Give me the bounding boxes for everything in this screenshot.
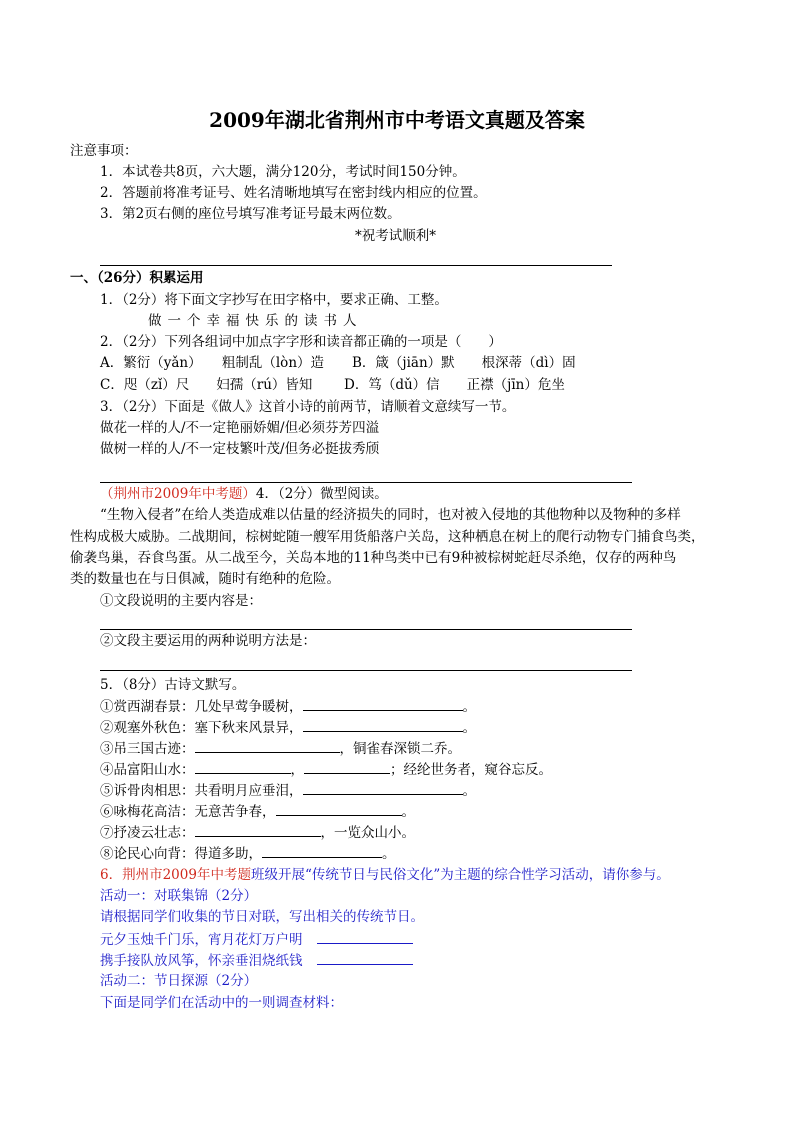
q2-option-d: D．笃（dǔ）信 正襟（jīn）危坐 xyxy=(344,377,565,393)
q2-option-b: B．箴（jiān）默 根深蒂（dì）固 xyxy=(352,355,576,371)
q6-source: 6．荆州市2009年中考题 xyxy=(100,867,251,883)
answer-blank[interactable] xyxy=(276,801,402,816)
q5-item-6: ⑥咏梅花高洁：无意苦争春， 。 xyxy=(100,801,415,822)
notice-item-1: 1．本试卷共8页，六大题，满分120分，考试时间150分钟。 xyxy=(100,164,466,180)
q4-passage-line-1: “生物入侵者”在给人类造成难以估量的经济损失的同时，也对被入侵地的其他物种以及物种的多样 xyxy=(100,507,681,523)
q6-activity-2: 活动二：节日探源（2分） xyxy=(100,973,258,989)
q5-item-3: ③吊三国古迹： ，铜雀春深锁二乔。 xyxy=(100,738,461,759)
q6-couplet-1: 元夕玉烛千门乐，宵月花灯万户明 xyxy=(100,929,413,950)
exam-wish: *祝考试顺利* xyxy=(355,228,436,244)
answer-blank[interactable] xyxy=(304,759,390,774)
q5-item-1: ①赏西湖春景：几处早莺争暖树， 。 xyxy=(100,696,476,717)
q4-stem: 4．（2分）微型阅读。 xyxy=(255,486,388,502)
notice-item-3: 3．第2页右侧的座位号填写准考证号最末两位数。 xyxy=(100,206,401,222)
q4-answer-line-2[interactable] xyxy=(100,670,632,671)
q5-item-8: ⑧论民心向背：得道多助， 。 xyxy=(100,843,396,864)
q6-stem-line xyxy=(100,865,670,885)
answer-blank[interactable] xyxy=(303,780,463,795)
q1-copy-text: 做一个幸福快乐的读书人 xyxy=(148,313,363,329)
q6-stem: 班级开展“传统节日与民俗文化”为主题的综合性学习活动，请你参与。 xyxy=(250,867,670,883)
answer-blank[interactable] xyxy=(303,696,463,711)
q2-option-a: A．繁衍（yǎn） 粗制乱（lòn）造 xyxy=(100,355,325,371)
notice-heading: 注意事项： xyxy=(70,143,138,159)
page-title: 2009年湖北省荆州市中考语文真题及答案 xyxy=(209,108,585,132)
q4-sub-question-2: ②文段主要运用的两种说明方法是： xyxy=(100,633,316,649)
notice-item-2: 2．答题前将准考证号、姓名清晰地填写在密封线内相应的位置。 xyxy=(100,185,487,201)
q4-answer-line-1[interactable] xyxy=(100,629,632,630)
q5-item-2: ②观塞外秋色：塞下秋来风景异， 。 xyxy=(100,717,476,738)
q2-stem: 2．（2分）下列各组词中加点字字形和读音都正确的一项是（ ） xyxy=(100,334,502,350)
q5-stem: 5．（8分）古诗文默写。 xyxy=(100,677,246,693)
q4-passage-line-2: 性构成极大威胁。二战期间，棕树蛇随一艘军用货船落户关岛，这种栖息在树上的爬行动物专门捕食鸟类， xyxy=(70,529,705,545)
q5-item-5: ⑤诉骨肉相思：共看明月应垂泪， 。 xyxy=(100,780,476,801)
q6-couplet-2: 携手接队放风筝，怀亲垂泪烧纸钱 xyxy=(100,950,413,971)
q3-poem-line-1: 做花一样的人/不一定艳丽娇媚/但必须芬芳四溢 xyxy=(100,420,380,436)
answer-blank[interactable] xyxy=(195,759,291,774)
q5-item-7: ⑦抒凌云壮志： ，一览众山小。 xyxy=(100,822,415,843)
answer-blank[interactable] xyxy=(195,822,321,837)
q6-activity-1-desc: 请根据同学们收集的节日对联，写出相关的传统节日。 xyxy=(100,909,424,925)
divider-line xyxy=(100,265,612,266)
q2-option-c: C．咫（zǐ）尺 妇孺（rú）皆知 xyxy=(100,377,313,393)
answer-blank[interactable] xyxy=(262,843,382,858)
q5-item-4: ④品富阳山水： ， ；经纶世务者，窥谷忘反。 xyxy=(100,759,552,780)
answer-blank[interactable] xyxy=(195,738,340,753)
answer-blank[interactable] xyxy=(303,717,463,732)
q4-source: （荆州市2009年中考题） xyxy=(100,486,256,502)
answer-blank[interactable] xyxy=(317,929,413,944)
answer-blank[interactable] xyxy=(317,950,413,965)
q4-sub-question-1: ①文段说明的主要内容是： xyxy=(100,593,262,609)
q4-passage-line-3: 偷袭鸟巢，吞食鸟蛋。从二战至今，关岛本地的11种鸟类中已有9种被棕树蛇赶尽杀绝，仅存的两种鸟 xyxy=(70,550,677,566)
q4-stem-line xyxy=(100,484,388,504)
section-heading: 一、（26分）积累运用 xyxy=(70,270,204,286)
q1-stem: 1．（2分）将下面文字抄写在田字格中，要求正确、工整。 xyxy=(100,292,448,308)
q4-passage-line-4: 类的数量也在与日俱减，随时有绝种的危险。 xyxy=(70,571,340,587)
q3-answer-line xyxy=(100,482,632,483)
q6-activity-2-desc: 下面是同学们在活动中的一则调查材料： xyxy=(100,995,343,1011)
q3-stem: 3．（2分）下面是《做人》这首小诗的前两节，请顺着文意续写一节。 xyxy=(100,399,516,415)
q3-poem-line-2: 做树一样的人/不一定枝繁叶茂/但务必挺拔秀颀 xyxy=(100,441,380,457)
q6-activity-1: 活动一：对联集锦（2分） xyxy=(100,888,258,904)
